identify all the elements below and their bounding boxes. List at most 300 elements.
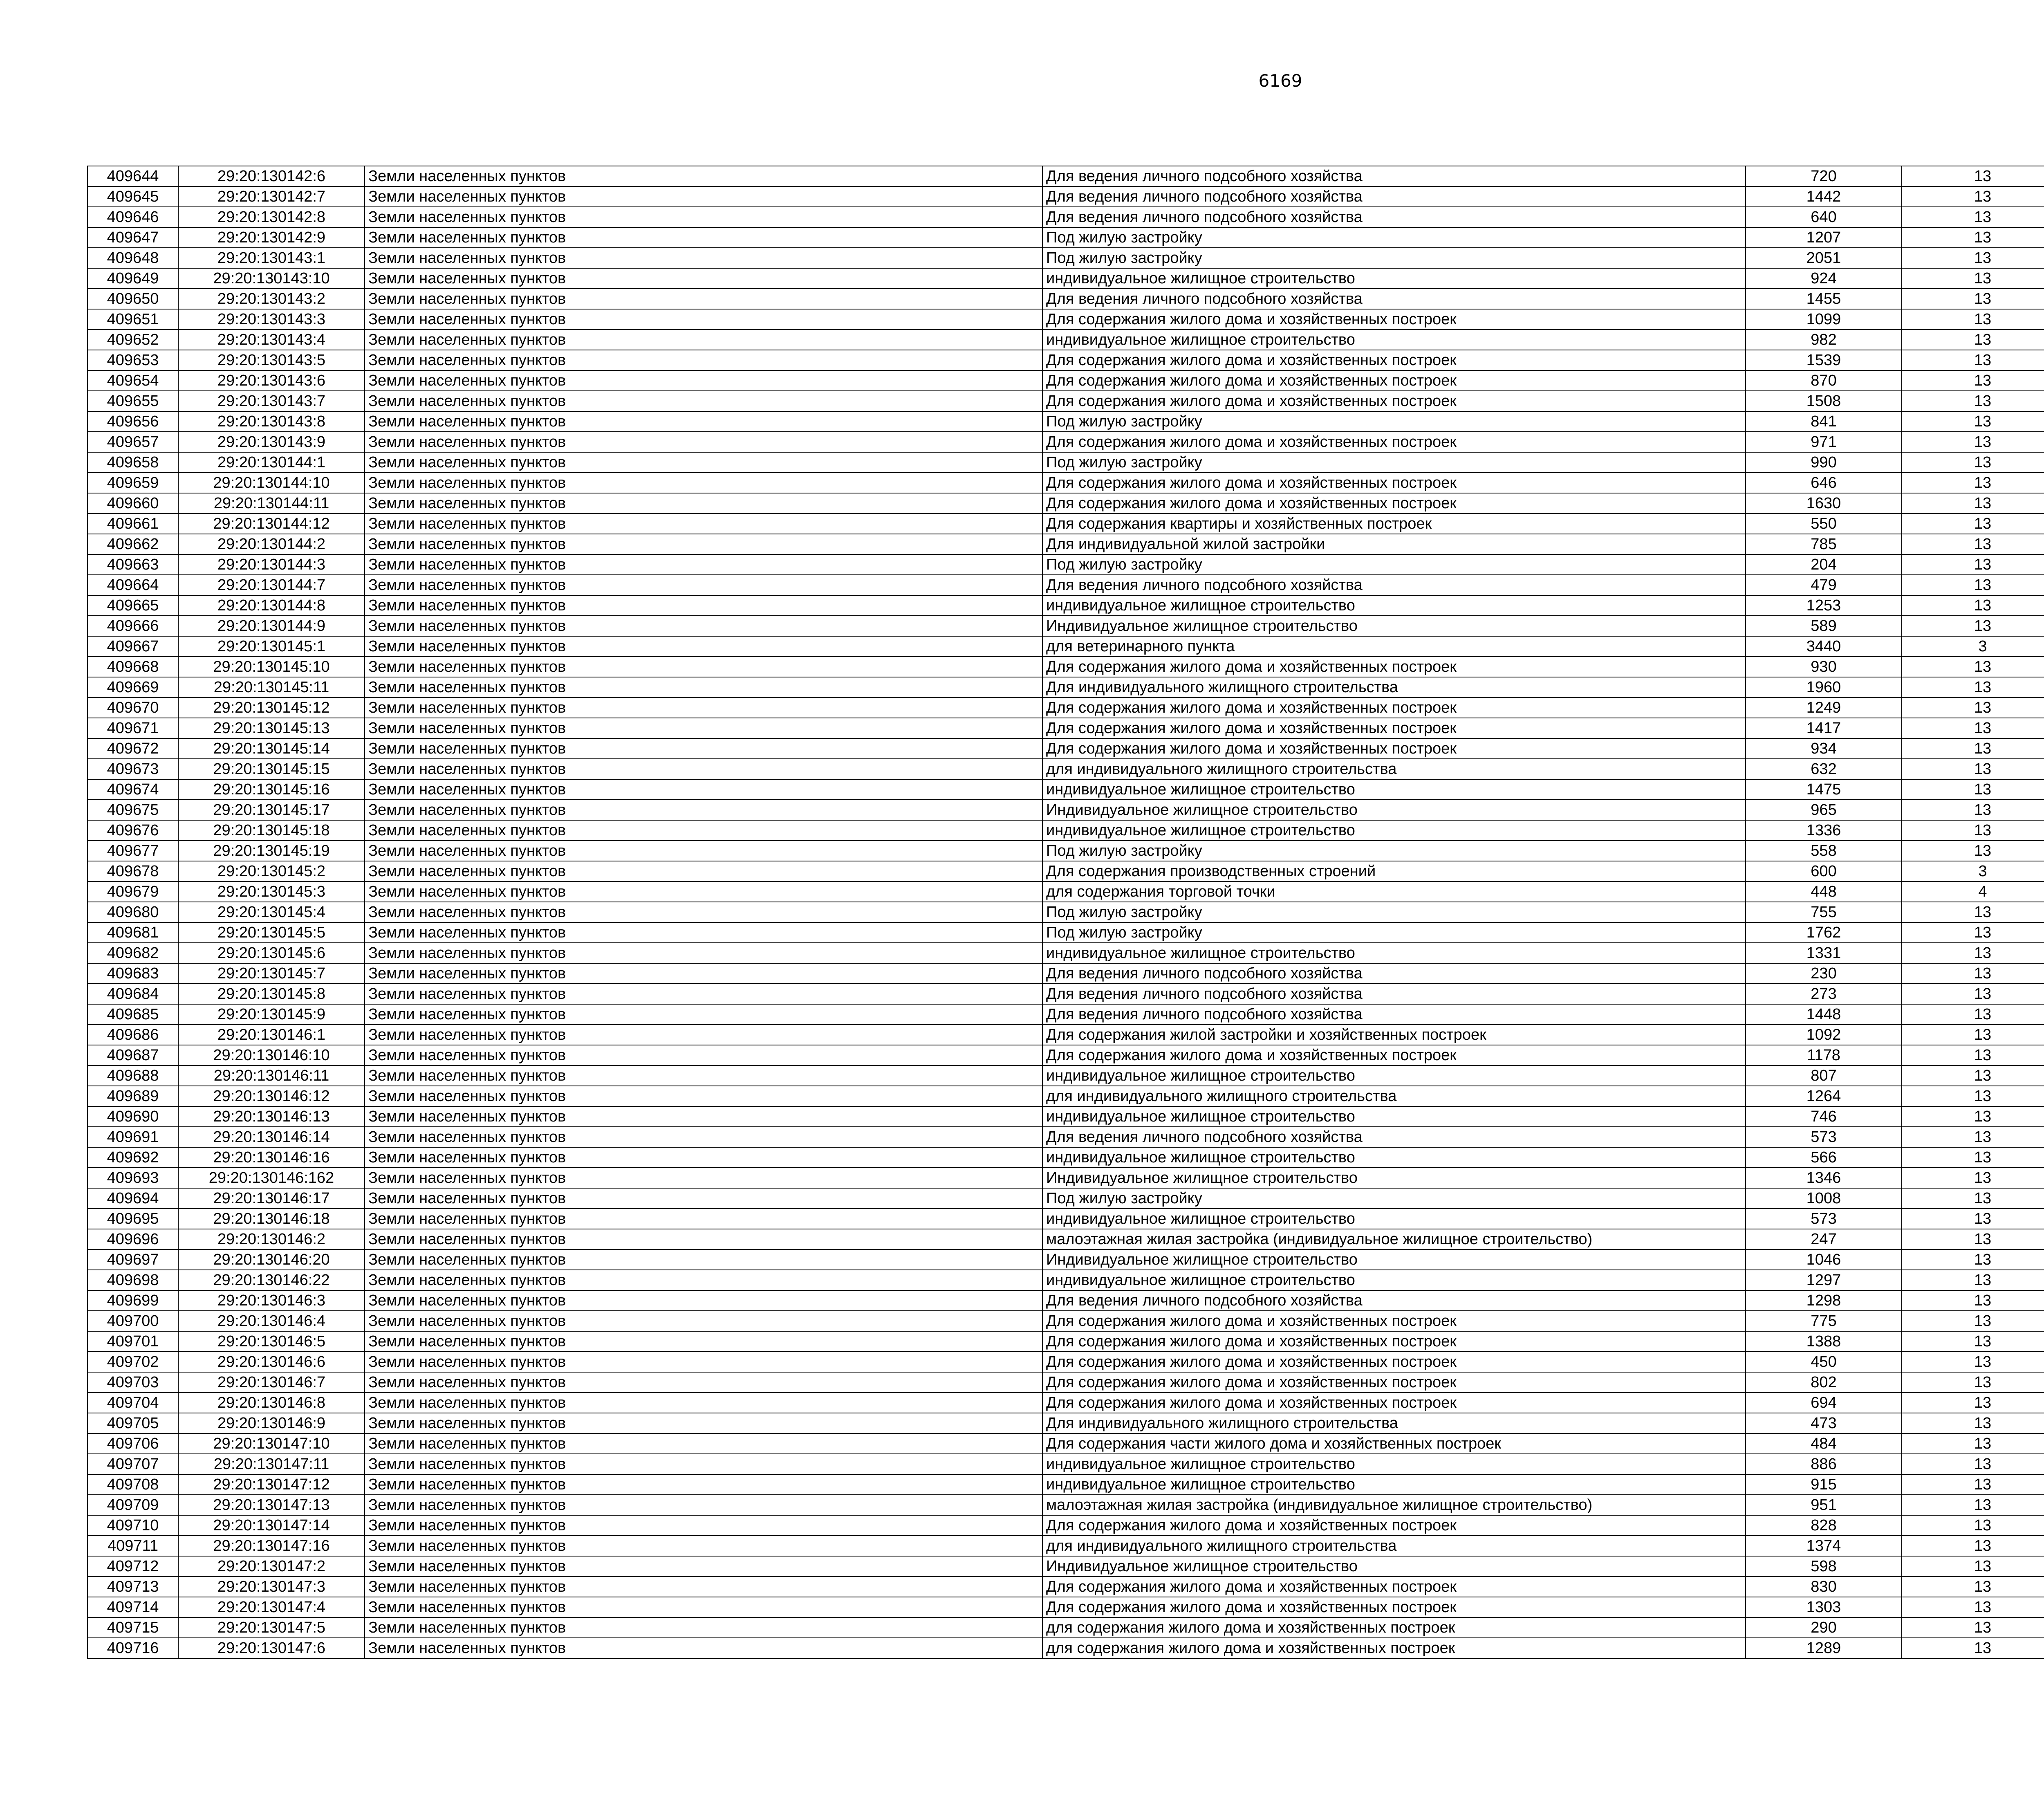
permitted-use-cell: индивидуальное жилищное строительство bbox=[1042, 1474, 1746, 1495]
area-cell: 566 bbox=[1746, 1147, 1902, 1168]
row-number-cell: 409680 bbox=[87, 902, 178, 922]
permitted-use-cell: Под жилую застройку bbox=[1042, 841, 1746, 861]
area-cell: 600 bbox=[1746, 861, 1902, 881]
land-category-cell: Земли населенных пунктов bbox=[365, 432, 1042, 452]
cadastral-number-cell: 29:20:130146:10 bbox=[178, 1045, 365, 1065]
area-cell: 802 bbox=[1746, 1372, 1902, 1393]
cadastral-number-cell: 29:20:130145:12 bbox=[178, 698, 365, 718]
permitted-use-cell: Для содержания производственных строений bbox=[1042, 861, 1746, 881]
group-cell: 13 bbox=[1902, 166, 2044, 186]
group-cell: 13 bbox=[1902, 738, 2044, 759]
row-number-cell: 409696 bbox=[87, 1229, 178, 1249]
table-row bbox=[87, 473, 2044, 493]
permitted-use-cell: Для содержания жилого дома и хозяйственных построек bbox=[1042, 718, 1746, 738]
permitted-use-cell: Для содержания жилого дома и хозяйственных построек bbox=[1042, 1372, 1746, 1393]
land-category-cell: Земли населенных пунктов bbox=[365, 350, 1042, 370]
permitted-use-cell: Индивидуальное жилищное строительство bbox=[1042, 1168, 1746, 1188]
table-row bbox=[87, 1168, 2044, 1188]
area-cell: 632 bbox=[1746, 759, 1902, 779]
cadastral-number-cell: 29:20:130144:11 bbox=[178, 493, 365, 514]
cadastral-number-cell: 29:20:130142:8 bbox=[178, 207, 365, 227]
table-row bbox=[87, 1617, 2044, 1638]
row-number-cell: 409666 bbox=[87, 616, 178, 636]
land-category-cell: Земли населенных пунктов bbox=[365, 1290, 1042, 1311]
row-number-cell: 409676 bbox=[87, 820, 178, 841]
cadastral-number-cell: 29:20:130145:6 bbox=[178, 943, 365, 963]
row-number-cell: 409697 bbox=[87, 1249, 178, 1270]
row-number-cell: 409657 bbox=[87, 432, 178, 452]
table-row bbox=[87, 1188, 2044, 1209]
cadastral-number-cell: 29:20:130145:7 bbox=[178, 963, 365, 984]
table-row bbox=[87, 1004, 2044, 1025]
group-cell: 13 bbox=[1902, 268, 2044, 289]
area-cell: 841 bbox=[1746, 411, 1902, 432]
cadastral-number-cell: 29:20:130143:4 bbox=[178, 330, 365, 350]
row-number-cell: 409674 bbox=[87, 779, 178, 800]
area-cell: 550 bbox=[1746, 514, 1902, 534]
row-number-cell: 409711 bbox=[87, 1536, 178, 1556]
cadastral-number-cell: 29:20:130146:12 bbox=[178, 1086, 365, 1106]
group-cell: 13 bbox=[1902, 575, 2044, 595]
row-number-cell: 409655 bbox=[87, 391, 178, 411]
group-cell: 13 bbox=[1902, 1025, 2044, 1045]
cadastral-number-cell: 29:20:130145:9 bbox=[178, 1004, 365, 1025]
permitted-use-cell: Под жилую застройку bbox=[1042, 902, 1746, 922]
area-cell: 1417 bbox=[1746, 718, 1902, 738]
area-cell: 1298 bbox=[1746, 1290, 1902, 1311]
area-cell: 870 bbox=[1746, 370, 1902, 391]
group-cell: 13 bbox=[1902, 1433, 2044, 1454]
area-cell: 1207 bbox=[1746, 227, 1902, 248]
row-number-cell: 409683 bbox=[87, 963, 178, 984]
cadastral-number-cell: 29:20:130145:16 bbox=[178, 779, 365, 800]
area-cell: 775 bbox=[1746, 1311, 1902, 1331]
row-number-cell: 409649 bbox=[87, 268, 178, 289]
row-number-cell: 409684 bbox=[87, 984, 178, 1004]
row-number-cell: 409670 bbox=[87, 698, 178, 718]
permitted-use-cell: Для содержания жилого дома и хозяйственных построек bbox=[1042, 391, 1746, 411]
land-category-cell: Земли населенных пунктов bbox=[365, 1331, 1042, 1352]
land-category-cell: Земли населенных пунктов bbox=[365, 1454, 1042, 1474]
row-number-cell: 409712 bbox=[87, 1556, 178, 1577]
group-cell: 13 bbox=[1902, 1106, 2044, 1127]
area-cell: 204 bbox=[1746, 554, 1902, 575]
land-category-cell: Земли населенных пунктов bbox=[365, 718, 1042, 738]
permitted-use-cell: Для содержания жилого дома и хозяйственных построек bbox=[1042, 1393, 1746, 1413]
table-row bbox=[87, 309, 2044, 330]
row-number-cell: 409706 bbox=[87, 1433, 178, 1454]
table-row bbox=[87, 595, 2044, 616]
table-row bbox=[87, 1147, 2044, 1168]
land-category-cell: Земли населенных пунктов bbox=[365, 1393, 1042, 1413]
group-cell: 13 bbox=[1902, 350, 2044, 370]
cadastral-number-cell: 29:20:130144:8 bbox=[178, 595, 365, 616]
land-category-cell: Земли населенных пунктов bbox=[365, 698, 1042, 718]
permitted-use-cell: Для содержания жилого дома и хозяйственных построек bbox=[1042, 473, 1746, 493]
permitted-use-cell: Под жилую застройку bbox=[1042, 554, 1746, 575]
land-category-cell: Земли населенных пунктов bbox=[365, 227, 1042, 248]
land-category-cell: Земли населенных пунктов bbox=[365, 1413, 1042, 1433]
group-cell: 13 bbox=[1902, 984, 2044, 1004]
row-number-cell: 409651 bbox=[87, 309, 178, 330]
permitted-use-cell: Для индивидуального жилищного строительства bbox=[1042, 1413, 1746, 1433]
table-row bbox=[87, 861, 2044, 881]
permitted-use-cell: для содержания жилого дома и хозяйственных построек bbox=[1042, 1638, 1746, 1658]
land-category-cell: Земли населенных пунктов bbox=[365, 370, 1042, 391]
area-cell: 924 bbox=[1746, 268, 1902, 289]
table-row bbox=[87, 1495, 2044, 1515]
cadastral-number-cell: 29:20:130147:2 bbox=[178, 1556, 365, 1577]
cadastral-number-cell: 29:20:130145:19 bbox=[178, 841, 365, 861]
land-category-cell: Земли населенных пунктов bbox=[365, 186, 1042, 207]
permitted-use-cell: индивидуальное жилищное строительство bbox=[1042, 820, 1746, 841]
group-cell: 13 bbox=[1902, 1249, 2044, 1270]
group-cell: 13 bbox=[1902, 1311, 2044, 1331]
area-cell: 830 bbox=[1746, 1577, 1902, 1597]
cadastral-number-cell: 29:20:130144:7 bbox=[178, 575, 365, 595]
area-cell: 1303 bbox=[1746, 1597, 1902, 1617]
permitted-use-cell: малоэтажная жилая застройка (индивидуальное жилищное строительство) bbox=[1042, 1229, 1746, 1249]
area-cell: 484 bbox=[1746, 1433, 1902, 1454]
row-number-cell: 409673 bbox=[87, 759, 178, 779]
cadastral-number-cell: 29:20:130143:7 bbox=[178, 391, 365, 411]
cadastral-number-cell: 29:20:130146:2 bbox=[178, 1229, 365, 1249]
land-category-cell: Земли населенных пунктов bbox=[365, 902, 1042, 922]
area-cell: 965 bbox=[1746, 800, 1902, 820]
table-row bbox=[87, 1413, 2044, 1433]
group-cell: 13 bbox=[1902, 1352, 2044, 1372]
group-cell: 13 bbox=[1902, 1065, 2044, 1086]
land-category-cell: Земли населенных пунктов bbox=[365, 1597, 1042, 1617]
permitted-use-cell: Для содержания жилого дома и хозяйственных построек bbox=[1042, 1515, 1746, 1536]
land-category-cell: Земли населенных пунктов bbox=[365, 779, 1042, 800]
permitted-use-cell: Для ведения личного подсобного хозяйства bbox=[1042, 1290, 1746, 1311]
permitted-use-cell: Для содержания квартиры и хозяйственных построек bbox=[1042, 514, 1746, 534]
table-row bbox=[87, 902, 2044, 922]
land-category-cell: Земли населенных пунктов bbox=[365, 963, 1042, 984]
table-row bbox=[87, 268, 2044, 289]
permitted-use-cell: индивидуальное жилищное строительство bbox=[1042, 268, 1746, 289]
row-number-cell: 409715 bbox=[87, 1617, 178, 1638]
table-row bbox=[87, 514, 2044, 534]
row-number-cell: 409662 bbox=[87, 534, 178, 554]
row-number-cell: 409654 bbox=[87, 370, 178, 391]
row-number-cell: 409671 bbox=[87, 718, 178, 738]
row-number-cell: 409648 bbox=[87, 248, 178, 268]
cadastral-number-cell: 29:20:130143:10 bbox=[178, 268, 365, 289]
cadastral-number-cell: 29:20:130146:1 bbox=[178, 1025, 365, 1045]
permitted-use-cell: индивидуальное жилищное строительство bbox=[1042, 1209, 1746, 1229]
cadastral-number-cell: 29:20:130145:4 bbox=[178, 902, 365, 922]
group-cell: 13 bbox=[1902, 309, 2044, 330]
area-cell: 230 bbox=[1746, 963, 1902, 984]
cadastral-number-cell: 29:20:130144:2 bbox=[178, 534, 365, 554]
row-number-cell: 409691 bbox=[87, 1127, 178, 1147]
area-cell: 785 bbox=[1746, 534, 1902, 554]
land-category-cell: Земли населенных пунктов bbox=[365, 1638, 1042, 1658]
permitted-use-cell: Под жилую застройку bbox=[1042, 1188, 1746, 1209]
permitted-use-cell: Индивидуальное жилищное строительство bbox=[1042, 1249, 1746, 1270]
row-number-cell: 409646 bbox=[87, 207, 178, 227]
land-category-cell: Земли населенных пунктов bbox=[365, 289, 1042, 309]
area-cell: 915 bbox=[1746, 1474, 1902, 1495]
land-category-cell: Земли населенных пунктов bbox=[365, 1086, 1042, 1106]
area-cell: 1264 bbox=[1746, 1086, 1902, 1106]
table-row bbox=[87, 759, 2044, 779]
area-cell: 886 bbox=[1746, 1454, 1902, 1474]
permitted-use-cell: Для ведения личного подсобного хозяйства bbox=[1042, 984, 1746, 1004]
row-number-cell: 409709 bbox=[87, 1495, 178, 1515]
permitted-use-cell: Для содержания жилого дома и хозяйственных построек bbox=[1042, 309, 1746, 330]
cadastral-number-cell: 29:20:130143:1 bbox=[178, 248, 365, 268]
land-category-cell: Земли населенных пунктов bbox=[365, 595, 1042, 616]
permitted-use-cell: для содержания торговой точки bbox=[1042, 881, 1746, 902]
permitted-use-cell: Для содержания жилого дома и хозяйственных построек bbox=[1042, 370, 1746, 391]
group-cell: 13 bbox=[1902, 616, 2044, 636]
table-row bbox=[87, 207, 2044, 227]
land-category-cell: Земли населенных пунктов bbox=[365, 207, 1042, 227]
group-cell: 13 bbox=[1902, 698, 2044, 718]
cadastral-number-cell: 29:20:130145:8 bbox=[178, 984, 365, 1004]
land-category-cell: Земли населенных пунктов bbox=[365, 657, 1042, 677]
table-row bbox=[87, 493, 2044, 514]
group-cell: 13 bbox=[1902, 1638, 2044, 1658]
group-cell: 13 bbox=[1902, 1515, 2044, 1536]
table-row bbox=[87, 534, 2044, 554]
permitted-use-cell: Для содержания жилого дома и хозяйственных построек bbox=[1042, 350, 1746, 370]
area-cell: 1508 bbox=[1746, 391, 1902, 411]
permitted-use-cell: Индивидуальное жилищное строительство bbox=[1042, 616, 1746, 636]
land-plot-register-table bbox=[87, 166, 2044, 1659]
cadastral-number-cell: 29:20:130147:11 bbox=[178, 1454, 365, 1474]
permitted-use-cell: индивидуальное жилищное строительство bbox=[1042, 1270, 1746, 1290]
group-cell: 13 bbox=[1902, 841, 2044, 861]
table-row bbox=[87, 452, 2044, 473]
land-category-cell: Земли населенных пунктов bbox=[365, 636, 1042, 657]
area-cell: 448 bbox=[1746, 881, 1902, 902]
area-cell: 558 bbox=[1746, 841, 1902, 861]
table-row bbox=[87, 718, 2044, 738]
row-number-cell: 409710 bbox=[87, 1515, 178, 1536]
area-cell: 473 bbox=[1746, 1413, 1902, 1433]
group-cell: 13 bbox=[1902, 657, 2044, 677]
row-number-cell: 409704 bbox=[87, 1393, 178, 1413]
group-cell: 13 bbox=[1902, 1127, 2044, 1147]
group-cell: 13 bbox=[1902, 432, 2044, 452]
table-row bbox=[87, 1536, 2044, 1556]
cadastral-number-cell: 29:20:130144:3 bbox=[178, 554, 365, 575]
land-category-cell: Земли населенных пунктов bbox=[365, 411, 1042, 432]
cadastral-number-cell: 29:20:130146:20 bbox=[178, 1249, 365, 1270]
cadastral-number-cell: 29:20:130146:17 bbox=[178, 1188, 365, 1209]
group-cell: 13 bbox=[1902, 554, 2044, 575]
row-number-cell: 409679 bbox=[87, 881, 178, 902]
land-category-cell: Земли населенных пунктов bbox=[365, 1188, 1042, 1209]
row-number-cell: 409672 bbox=[87, 738, 178, 759]
land-category-cell: Земли населенных пунктов bbox=[365, 1352, 1042, 1372]
cadastral-number-cell: 29:20:130145:14 bbox=[178, 738, 365, 759]
area-cell: 828 bbox=[1746, 1515, 1902, 1536]
area-cell: 1539 bbox=[1746, 350, 1902, 370]
row-number-cell: 409687 bbox=[87, 1045, 178, 1065]
group-cell: 13 bbox=[1902, 1372, 2044, 1393]
cadastral-number-cell: 29:20:130143:9 bbox=[178, 432, 365, 452]
table-row bbox=[87, 1025, 2044, 1045]
row-number-cell: 409661 bbox=[87, 514, 178, 534]
permitted-use-cell: Для содержания жилого дома и хозяйственных построек bbox=[1042, 1577, 1746, 1597]
permitted-use-cell: Для содержания жилого дома и хозяйственных построек bbox=[1042, 698, 1746, 718]
land-category-cell: Земли населенных пунктов bbox=[365, 616, 1042, 636]
land-category-cell: Земли населенных пунктов bbox=[365, 166, 1042, 186]
permitted-use-cell: Под жилую застройку bbox=[1042, 248, 1746, 268]
table-row bbox=[87, 1127, 2044, 1147]
group-cell: 13 bbox=[1902, 677, 2044, 698]
land-category-cell: Земли населенных пунктов bbox=[365, 1617, 1042, 1638]
table-row bbox=[87, 820, 2044, 841]
group-cell: 13 bbox=[1902, 943, 2044, 963]
cadastral-number-cell: 29:20:130145:5 bbox=[178, 922, 365, 943]
permitted-use-cell: Под жилую застройку bbox=[1042, 452, 1746, 473]
area-cell: 3440 bbox=[1746, 636, 1902, 657]
land-category-cell: Земли населенных пунктов bbox=[365, 1536, 1042, 1556]
group-cell: 13 bbox=[1902, 1004, 2044, 1025]
row-number-cell: 409650 bbox=[87, 289, 178, 309]
table-row bbox=[87, 1577, 2044, 1597]
group-cell: 13 bbox=[1902, 1495, 2044, 1515]
cadastral-number-cell: 29:20:130147:6 bbox=[178, 1638, 365, 1658]
area-cell: 1336 bbox=[1746, 820, 1902, 841]
permitted-use-cell: Под жилую застройку bbox=[1042, 411, 1746, 432]
row-number-cell: 409705 bbox=[87, 1413, 178, 1433]
row-number-cell: 409692 bbox=[87, 1147, 178, 1168]
area-cell: 1249 bbox=[1746, 698, 1902, 718]
row-number-cell: 409713 bbox=[87, 1577, 178, 1597]
cadastral-number-cell: 29:20:130145:13 bbox=[178, 718, 365, 738]
row-number-cell: 409663 bbox=[87, 554, 178, 575]
land-category-cell: Земли населенных пунктов bbox=[365, 861, 1042, 881]
group-cell: 13 bbox=[1902, 922, 2044, 943]
table-row bbox=[87, 575, 2044, 595]
land-category-cell: Земли населенных пунктов bbox=[365, 554, 1042, 575]
row-number-cell: 409644 bbox=[87, 166, 178, 186]
area-cell: 1331 bbox=[1746, 943, 1902, 963]
table-row bbox=[87, 248, 2044, 268]
table-row bbox=[87, 922, 2044, 943]
land-category-cell: Земли населенных пунктов bbox=[365, 391, 1042, 411]
table-row bbox=[87, 984, 2044, 1004]
land-category-cell: Земли населенных пунктов bbox=[365, 309, 1042, 330]
cadastral-number-cell: 29:20:130146:22 bbox=[178, 1270, 365, 1290]
group-cell: 13 bbox=[1902, 330, 2044, 350]
group-cell: 13 bbox=[1902, 595, 2044, 616]
table-row bbox=[87, 1433, 2044, 1454]
cadastral-number-cell: 29:20:130146:5 bbox=[178, 1331, 365, 1352]
land-category-cell: Земли населенных пунктов bbox=[365, 1311, 1042, 1331]
group-cell: 13 bbox=[1902, 1147, 2044, 1168]
table-row bbox=[87, 616, 2044, 636]
cadastral-number-cell: 29:20:130142:6 bbox=[178, 166, 365, 186]
cadastral-number-cell: 29:20:130146:4 bbox=[178, 1311, 365, 1331]
group-cell: 13 bbox=[1902, 248, 2044, 268]
cadastral-number-cell: 29:20:130146:6 bbox=[178, 1352, 365, 1372]
group-cell: 13 bbox=[1902, 289, 2044, 309]
cadastral-number-cell: 29:20:130145:15 bbox=[178, 759, 365, 779]
table-row bbox=[87, 698, 2044, 718]
row-number-cell: 409702 bbox=[87, 1352, 178, 1372]
cadastral-number-cell: 29:20:130142:7 bbox=[178, 186, 365, 207]
cadastral-number-cell: 29:20:130145:10 bbox=[178, 657, 365, 677]
row-number-cell: 409689 bbox=[87, 1086, 178, 1106]
permitted-use-cell: для содержания жилого дома и хозяйственных построек bbox=[1042, 1617, 1746, 1638]
area-cell: 1099 bbox=[1746, 309, 1902, 330]
land-category-cell: Земли населенных пунктов bbox=[365, 1147, 1042, 1168]
table-row bbox=[87, 881, 2044, 902]
row-number-cell: 409678 bbox=[87, 861, 178, 881]
table-row bbox=[87, 677, 2044, 698]
area-cell: 1346 bbox=[1746, 1168, 1902, 1188]
land-category-cell: Земли населенных пунктов bbox=[365, 800, 1042, 820]
row-number-cell: 409688 bbox=[87, 1065, 178, 1086]
table-row bbox=[87, 1209, 2044, 1229]
permitted-use-cell: Для индивидуального жилищного строительства bbox=[1042, 677, 1746, 698]
row-number-cell: 409700 bbox=[87, 1311, 178, 1331]
permitted-use-cell: для ветеринарного пункта bbox=[1042, 636, 1746, 657]
table-row bbox=[87, 1372, 2044, 1393]
table-row bbox=[87, 1249, 2044, 1270]
table-row bbox=[87, 391, 2044, 411]
table-row bbox=[87, 289, 2044, 309]
group-cell: 13 bbox=[1902, 1188, 2044, 1209]
area-cell: 589 bbox=[1746, 616, 1902, 636]
row-number-cell: 409707 bbox=[87, 1454, 178, 1474]
permitted-use-cell: Для содержания части жилого дома и хозяйственных построек bbox=[1042, 1433, 1746, 1454]
land-category-cell: Земли населенных пунктов bbox=[365, 1270, 1042, 1290]
land-category-cell: Земли населенных пунктов bbox=[365, 1004, 1042, 1025]
table-row bbox=[87, 1597, 2044, 1617]
land-category-cell: Земли населенных пунктов bbox=[365, 493, 1042, 514]
permitted-use-cell: индивидуальное жилищное строительство bbox=[1042, 595, 1746, 616]
area-cell: 807 bbox=[1746, 1065, 1902, 1086]
permitted-use-cell: Для ведения личного подсобного хозяйства bbox=[1042, 1127, 1746, 1147]
cadastral-number-cell: 29:20:130144:10 bbox=[178, 473, 365, 493]
table-row bbox=[87, 1515, 2044, 1536]
permitted-use-cell: Для ведения личного подсобного хозяйства bbox=[1042, 207, 1746, 227]
permitted-use-cell: Для содержания жилой застройки и хозяйственных построек bbox=[1042, 1025, 1746, 1045]
group-cell: 13 bbox=[1902, 207, 2044, 227]
cadastral-number-cell: 29:20:130146:13 bbox=[178, 1106, 365, 1127]
area-cell: 951 bbox=[1746, 1495, 1902, 1515]
cadastral-number-cell: 29:20:130147:10 bbox=[178, 1433, 365, 1454]
permitted-use-cell: Индивидуальное жилищное строительство bbox=[1042, 800, 1746, 820]
cadastral-number-cell: 29:20:130146:18 bbox=[178, 1209, 365, 1229]
land-category-cell: Земли населенных пунктов bbox=[365, 1025, 1042, 1045]
table-row bbox=[87, 841, 2044, 861]
permitted-use-cell: индивидуальное жилищное строительство bbox=[1042, 943, 1746, 963]
cadastral-number-cell: 29:20:130145:3 bbox=[178, 881, 365, 902]
permitted-use-cell: для индивидуального жилищного строительства bbox=[1042, 759, 1746, 779]
table-row bbox=[87, 554, 2044, 575]
group-cell: 13 bbox=[1902, 1270, 2044, 1290]
cadastral-number-cell: 29:20:130143:2 bbox=[178, 289, 365, 309]
cadastral-number-cell: 29:20:130147:14 bbox=[178, 1515, 365, 1536]
table-row bbox=[87, 1229, 2044, 1249]
row-number-cell: 409682 bbox=[87, 943, 178, 963]
permitted-use-cell: Для содержания жилого дома и хозяйственных построек bbox=[1042, 1331, 1746, 1352]
land-category-cell: Земли населенных пунктов bbox=[365, 943, 1042, 963]
table-row bbox=[87, 1311, 2044, 1331]
cadastral-number-cell: 29:20:130145:18 bbox=[178, 820, 365, 841]
area-cell: 640 bbox=[1746, 207, 1902, 227]
